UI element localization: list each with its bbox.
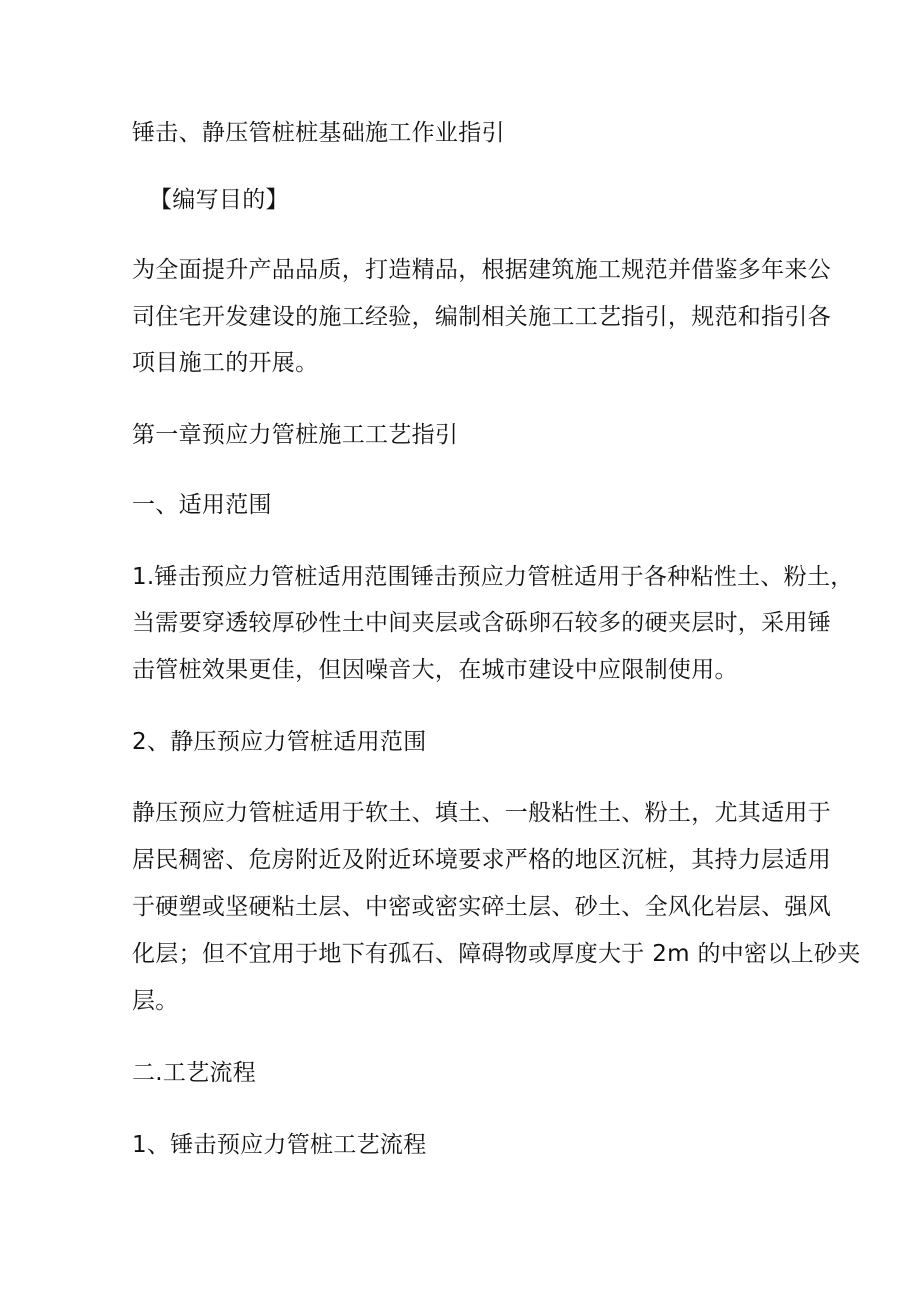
purpose-heading: 【编写目的】 xyxy=(149,187,289,213)
item-2-line-3: 于硬塑或坚硬粘土层、中密或密实碎土层、砂土、全风化岩层、强风 xyxy=(132,894,831,920)
item-2-line-4: 化层；但不宜用于地下有孤石、障碍物或厚度大于 2m 的中密以上砂夹 xyxy=(132,941,861,967)
item-2-title: 2、静压预应力管桩适用范围 xyxy=(132,729,427,755)
document-title: 锤击、静压管桩桩基础施工作业指引 xyxy=(132,120,505,146)
item-1-line-1: 1.锤击预应力管桩适用范围锤击预应力管桩适用于各种粘性土、粉土， xyxy=(132,564,854,590)
purpose-line-1: 为全面提升产品品质，打造精品，根据建筑施工规范并借鉴多年来公 xyxy=(132,257,831,283)
purpose-line-3: 项目施工的开展。 xyxy=(132,350,319,376)
item-2-line-1: 静压预应力管桩适用于软土、填土、一般粘性土、粉土，尤其适用于 xyxy=(132,800,831,826)
item-1-line-3: 击管桩效果更佳，但因噪音大，在城市建设中应限制使用。 xyxy=(132,657,738,683)
purpose-line-2: 司住宅开发建设的施工经验，编制相关施工工艺指引，规范和指引各 xyxy=(132,304,831,330)
chapter-title: 第一章预应力管桩施工工艺指引 xyxy=(132,422,459,448)
section-2-title: 二.工艺流程 xyxy=(132,1060,257,1086)
item-1-line-2: 当需要穿透较厚砂性土中间夹层或含砾卵石较多的硬夹层时，采用锤 xyxy=(132,610,831,636)
item-2-line-5: 层。 xyxy=(132,988,179,1014)
subsection-1-title: 1、锤击预应力管桩工艺流程 xyxy=(132,1132,427,1158)
section-1-title: 一、适用范围 xyxy=(132,492,272,518)
item-2-line-2: 居民稠密、危房附近及附近环境要求严格的地区沉桩，其持力层适用 xyxy=(132,847,831,873)
